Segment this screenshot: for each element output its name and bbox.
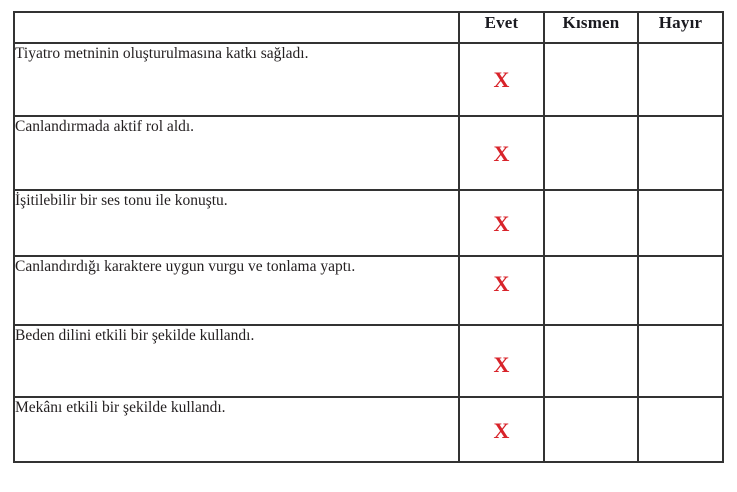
mark-x-icon: X xyxy=(493,271,510,296)
cell-evet[interactable] xyxy=(459,325,544,397)
cell-hayir[interactable] xyxy=(638,190,723,256)
cell-evet[interactable] xyxy=(459,43,544,116)
column-header-kismen: Kısmen xyxy=(544,12,638,43)
cell-evet[interactable] xyxy=(459,256,544,325)
criterion-text: Mekânı etkili bir şekilde kullandı. xyxy=(14,397,459,462)
column-header-evet: Evet xyxy=(459,12,544,43)
table-row xyxy=(14,43,723,116)
mark-x-icon: X xyxy=(493,352,510,377)
cell-kismen[interactable] xyxy=(544,397,638,462)
table-row xyxy=(14,116,723,190)
cell-kismen[interactable] xyxy=(544,43,638,116)
table-row xyxy=(14,325,723,397)
criterion-text: İşitilebilir bir ses tonu ile konuştu. xyxy=(14,190,459,256)
criterion-text: Tiyatro metninin oluşturulmasına katkı sağladı. xyxy=(14,43,459,116)
mark-x-icon: X xyxy=(493,418,510,443)
cell-kismen[interactable] xyxy=(544,116,638,190)
mark-x-icon: X xyxy=(493,211,510,236)
mark-x-icon: X xyxy=(493,67,510,92)
table-row xyxy=(14,397,723,462)
table-row xyxy=(14,256,723,325)
rubric-table xyxy=(13,11,724,463)
cell-hayir[interactable] xyxy=(638,325,723,397)
criterion-text: Canlandırdığı karaktere uygun vurgu ve tonlama yaptı. xyxy=(14,256,459,325)
cell-kismen[interactable] xyxy=(544,325,638,397)
mark-x-icon: X xyxy=(493,141,510,166)
criterion-text: Canlandırmada aktif rol aldı. xyxy=(14,116,459,190)
cell-evet[interactable] xyxy=(459,116,544,190)
criterion-text: Beden dilini etkili bir şekilde kullandı. xyxy=(14,325,459,397)
table-header-row xyxy=(14,12,723,43)
cell-kismen[interactable] xyxy=(544,190,638,256)
column-header-criterion xyxy=(14,12,459,43)
cell-evet[interactable] xyxy=(459,397,544,462)
cell-hayir[interactable] xyxy=(638,116,723,190)
column-header-hayir: Hayır xyxy=(638,12,723,43)
table-row xyxy=(14,190,723,256)
cell-hayir[interactable] xyxy=(638,43,723,116)
cell-hayir[interactable] xyxy=(638,256,723,325)
cell-hayir[interactable] xyxy=(638,397,723,462)
cell-kismen[interactable] xyxy=(544,256,638,325)
cell-evet[interactable] xyxy=(459,190,544,256)
